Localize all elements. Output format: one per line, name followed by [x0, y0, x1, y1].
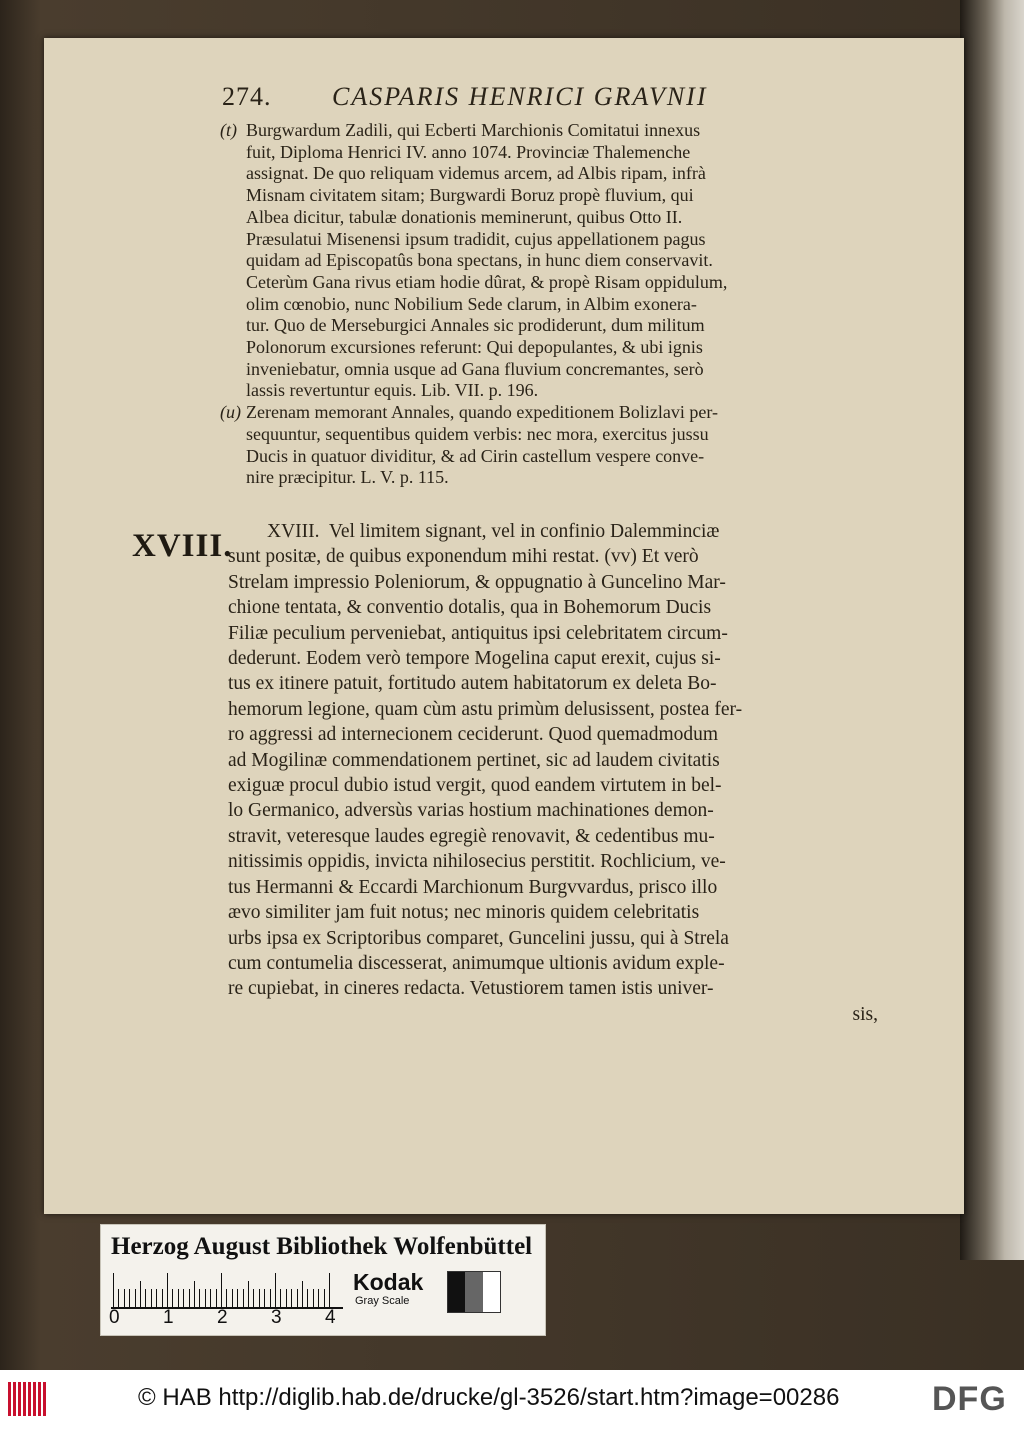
ruler-number: 2 [217, 1307, 228, 1328]
footnotes [220, 120, 876, 489]
footnote-mark: (t) [220, 120, 237, 140]
footnote-line: Præsulatui Misenensi ipsum tradidit, cujus appellationem pagus [246, 228, 706, 249]
gray-swatches [447, 1271, 501, 1313]
footnote-mark: (u) [220, 402, 241, 423]
ruler-tick [135, 1289, 136, 1307]
text-line: stravit, veteresque laudes egregiè renovavit, & cedentibus mu- [228, 825, 715, 847]
text-line: Filiæ peculium perveniebat, antiquitus ipsi celebritatem circum- [228, 622, 728, 644]
footnote-line: nire præcipitur. L. V. p. 115. [246, 467, 449, 488]
ruler-tick [248, 1281, 249, 1307]
swatch-white [483, 1272, 500, 1312]
library-color-target [100, 1224, 546, 1336]
library-name: Herzog August Bibliothek Wolfenbüttel [111, 1233, 533, 1260]
text-line: cum contumelia discesserat, animumque ultionis avidum exple- [228, 952, 725, 974]
ruler-tick [291, 1289, 292, 1307]
ruler-tick [221, 1273, 222, 1307]
footnote-line: Misnam civitatem sitam; Burgwardi Boruz propè fluvium, qui [246, 185, 694, 206]
footnote-u [220, 402, 876, 489]
text-line: re cupiebat, in cineres redacta. Vetustiorem tamen istis univer- [228, 978, 714, 1000]
text-line: dederunt. Eodem verò tempore Mogelina caput erexit, cujus si- [228, 648, 721, 670]
footnote-line: Polonorum excursiones referunt: Qui depopulantes, & ubi ignis [246, 337, 703, 358]
ruler-tick [237, 1289, 238, 1307]
ruler-tick [178, 1289, 179, 1307]
running-head: CASPARIS HENRICI GRAVNII [332, 82, 708, 111]
main-text [228, 519, 878, 1027]
footnote-line: Ducis in quatuor dividitur, & ad Cirin castellum vespere conve- [246, 445, 705, 466]
kodak-logo: Kodak [353, 1269, 424, 1295]
ruler-tick [329, 1273, 330, 1307]
text-line: ad Mogilinæ commendationem pertinet, sic ad laudem civitatis [228, 749, 720, 771]
footnote-line: Albea dicitur, tabulæ donationis meminerunt, quibus Otto II. [246, 206, 683, 227]
ruler-tick [226, 1289, 227, 1307]
page-header [222, 82, 762, 112]
ruler-tick [280, 1289, 281, 1307]
text-line: lo Germanico, adversùs varias hostium machinationes demon- [228, 800, 714, 822]
text-line: XVIII. Vel limitem signant, vel in confinio Dalemminciæ [228, 521, 720, 542]
text-line: tus Hermanni & Eccardi Marchionum Burgvvardus, prisco illo [228, 876, 718, 898]
ruler-tick [199, 1289, 200, 1307]
ruler-tick [162, 1289, 163, 1307]
ruler-tick [156, 1289, 157, 1307]
adjacent-page-edge [960, 0, 1024, 1260]
text-line: Strelam impressio Poleniorum, & oppugnatio à Guncelino Mar- [228, 571, 726, 593]
ruler-tick [216, 1289, 217, 1307]
hab-logo-icon [8, 1382, 48, 1416]
ruler-tick [205, 1289, 206, 1307]
section-marker: XVIII. [132, 528, 233, 564]
ruler-tick [232, 1289, 233, 1307]
footnote-line: lassis revertuntur equis. Lib. VII. p. 196. [246, 380, 539, 401]
copyright-link[interactable]: © HAB http://diglib.hab.de/drucke/gl-3526/start.htm?image=00286 [138, 1384, 840, 1411]
text-line: sunt positæ, de quibus exponendum mihi restat. (vv) Et verò [228, 546, 699, 568]
ruler-scale [111, 1269, 343, 1309]
text-line: exiguæ procul dubio istud vergit, quod eandem virtutem in bel- [228, 775, 722, 797]
footnote-t [220, 120, 876, 402]
text-line: ro aggressi ad internecionem ceciderunt. Quod quemadmodum [228, 724, 719, 746]
ruler-tick [259, 1289, 260, 1307]
ruler-tick [253, 1289, 254, 1307]
text-line: nitissimis oppidis, invicta nihilosecius perstitit. Rochlicium, ve- [228, 851, 726, 873]
ruler-tick [183, 1289, 184, 1307]
footnote-line: fuit, Diploma Henrici IV. anno 1074. Provinciæ Thalemenche [246, 141, 691, 162]
gray-scale-label: Gray Scale [355, 1295, 410, 1307]
ruler-tick [189, 1289, 190, 1307]
text-line: urbs ipsa ex Scriptoribus comparet, Guncelini jussu, qui à Strela [228, 927, 729, 949]
footnote-line: inveniebatur, omnia usque ad Gana fluvium concremantes, serò [246, 358, 704, 379]
ruler-tick [275, 1273, 276, 1307]
ruler-tick [118, 1289, 119, 1307]
ruler-tick [172, 1289, 173, 1307]
ruler-tick [324, 1289, 325, 1307]
ruler-number: 4 [325, 1307, 336, 1328]
text-line: chione tentata, & conventio dotalis, qua in Bohemorum Ducis [228, 597, 712, 619]
footnote-line: Zerenam memorant Annales, quando expeditionem Bolizlavi per- [246, 402, 718, 423]
catchword: sis, [852, 1003, 878, 1025]
text-line: tus ex itinere patuit, fortitudo autem habitatorum ex deleta Bo- [228, 673, 717, 695]
ruler-tick [286, 1289, 287, 1307]
ruler-tick [124, 1289, 125, 1307]
footnote-line: Burgwardum Zadili, qui Ecberti Marchionis Comitatui innexus [246, 120, 701, 140]
footnote-line: sequuntur, sequentibus quidem verbis: nec mora, exercitus jussu [246, 423, 709, 444]
footer-bar [0, 1370, 1024, 1430]
footnote-line: quidam ad Episcopatûs bona spectans, in hunc diem conservavit. [246, 250, 713, 271]
ruler-tick [129, 1289, 130, 1307]
swatch-gray [465, 1272, 482, 1312]
footnote-line: olim cœnobio, nunc Nobilium Sede clarum, in Albim exonera- [246, 293, 697, 314]
ruler-tick [318, 1289, 319, 1307]
text-line: hemorum legione, quam cùm astu primùm delusissent, postea fer- [228, 698, 743, 720]
ruler-tick [264, 1289, 265, 1307]
ruler-tick [313, 1289, 314, 1307]
ruler-tick [302, 1281, 303, 1307]
footnote-line: tur. Quo de Merseburgici Annales sic prodiderunt, dum militum [246, 315, 705, 336]
ruler-tick [270, 1289, 271, 1307]
ruler-tick [167, 1273, 168, 1307]
page-number: 274. [222, 82, 272, 111]
ruler-tick [194, 1281, 195, 1307]
ruler-tick [113, 1273, 114, 1307]
ruler-tick [307, 1289, 308, 1307]
ruler-tick [297, 1289, 298, 1307]
ruler-number: 1 [163, 1307, 174, 1328]
ruler-tick [145, 1289, 146, 1307]
ruler-tick [210, 1289, 211, 1307]
footnote-line: assignat. De quo reliquam videmus arcem, ad Albis ripam, infrà [246, 163, 706, 184]
ruler-tick [151, 1289, 152, 1307]
swatch-black [448, 1272, 465, 1312]
ruler-tick [243, 1289, 244, 1307]
footnote-line: Ceterùm Gana rivus etiam hodie dûrat, & propè Risam oppidulum, [246, 271, 728, 292]
ruler-number: 0 [109, 1307, 120, 1328]
text-line: ævo similiter jam fuit notus; nec minoris quidem celebritatis [228, 902, 700, 924]
dfg-logo: DFG [932, 1380, 1007, 1418]
ruler-number: 3 [271, 1307, 282, 1328]
ruler-tick [140, 1281, 141, 1307]
